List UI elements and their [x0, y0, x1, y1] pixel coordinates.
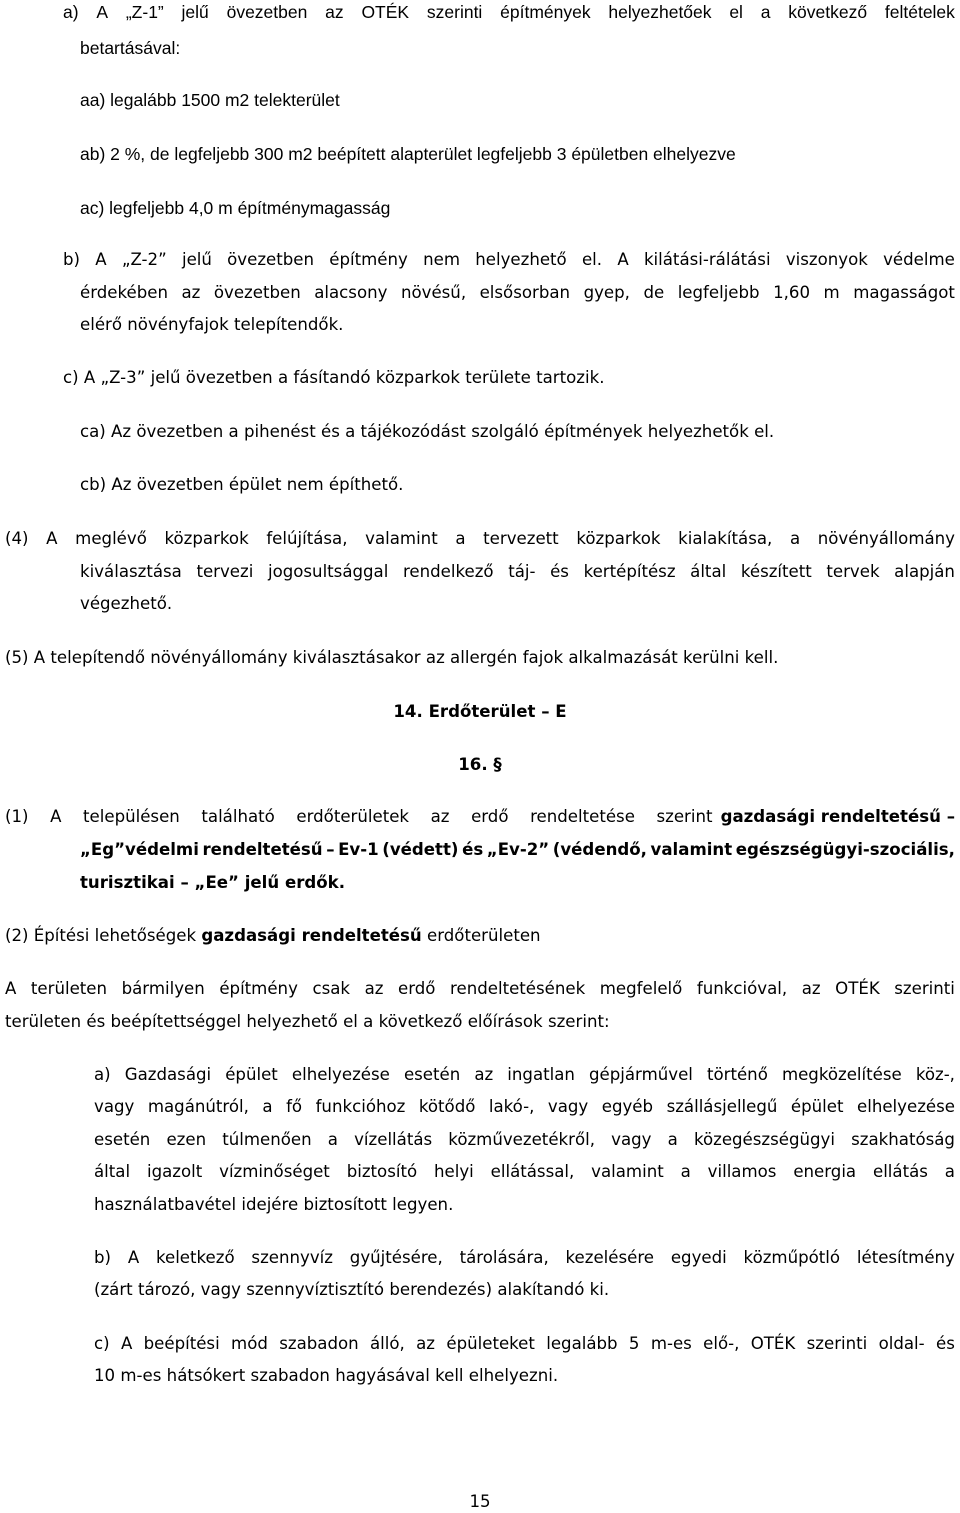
word: vagy [611, 1130, 652, 1149]
rule-a-line-4 [94, 1164, 955, 1181]
word: m [823, 283, 840, 302]
word: a) [63, 2, 79, 22]
para-b-line-2 [80, 285, 955, 302]
word: el [729, 2, 743, 22]
word: szerinti [426, 2, 483, 22]
rule-a-line-5: használatbavétel idejére biztosított legyen. [94, 1195, 454, 1214]
word: és [550, 562, 569, 581]
word: (védendő, [552, 840, 647, 859]
para-16-1-line-1 [5, 809, 955, 826]
para-4-line-2 [80, 564, 955, 581]
word: oldal- [878, 1334, 925, 1353]
word: helyi [434, 1162, 474, 1181]
word: alacsony [314, 283, 388, 302]
word: szállásjellegű [666, 1097, 778, 1116]
word: energia [793, 1162, 857, 1181]
word: övezetben [213, 283, 301, 302]
rule-c-line-2: 10 m-es hátsókert szabadon hagyásával kell elhelyezni. [94, 1366, 559, 1385]
word: szerint [656, 807, 713, 826]
word: fő [286, 1097, 303, 1116]
word: jogosultsággal [267, 562, 389, 581]
word: „Z-1” [125, 2, 164, 22]
word: „Ev-2” [486, 840, 550, 859]
word: – [326, 840, 335, 859]
word: egyéb [601, 1097, 654, 1116]
para-16-2 [5, 928, 541, 945]
word: az [364, 979, 384, 998]
word: villamos [707, 1162, 777, 1181]
word: az [181, 283, 201, 302]
word: kiválasztása [80, 562, 182, 581]
word: nem [423, 250, 460, 269]
word: táj- [508, 562, 536, 581]
word: „Eg”védelmi [80, 840, 199, 859]
word: történő [706, 1065, 768, 1084]
word: övezetben [227, 250, 315, 269]
word: valamint [650, 840, 733, 859]
word: m-es [650, 1334, 692, 1353]
word: közegészségügyi [693, 1130, 835, 1149]
word: megközelítése [781, 1065, 902, 1084]
word: „Z-2” [121, 250, 167, 269]
emphasis-economic-forest: gazdasági rendeltetésű – [720, 807, 955, 826]
word: A [5, 979, 17, 998]
word: és [462, 840, 484, 859]
para-16-2-end: erdőterületen [427, 926, 541, 945]
word: gyűjtésére, [349, 1248, 443, 1267]
word: (védett) [382, 840, 459, 859]
word: építmény [329, 250, 408, 269]
word: Ev-1 [338, 840, 379, 859]
para-a-line-2: betartásával: [80, 38, 181, 58]
word: vízellátás [354, 1130, 433, 1149]
word: építmények [500, 2, 591, 22]
word: közparkok [164, 529, 249, 548]
word: A [46, 529, 58, 548]
word: a [944, 1162, 955, 1181]
word: OTÉK [750, 1334, 796, 1353]
word: A [120, 1334, 133, 1353]
word: a [789, 529, 801, 548]
para-4-line-1 [5, 531, 955, 548]
word: OTÉK [361, 2, 410, 22]
word: településen [83, 807, 180, 826]
word: erdő [398, 979, 436, 998]
word: ingatlan [507, 1065, 575, 1084]
para-area-line-1 [5, 981, 955, 998]
word: valamint [365, 529, 438, 548]
word: köz-, [915, 1065, 955, 1084]
word: kötődő [418, 1097, 476, 1116]
word: az [474, 1065, 494, 1084]
word: beépítési [143, 1334, 220, 1353]
word: közművezetékről, [448, 1130, 595, 1149]
word: épületeket [446, 1334, 535, 1353]
word: mód [231, 1334, 268, 1353]
rule-a-line-2 [94, 1099, 955, 1116]
word: a [667, 1130, 678, 1149]
rule-a-line-1 [94, 1067, 955, 1084]
word: csak [312, 979, 351, 998]
item-ab: ab) 2 %, de legfeljebb 300 m2 beépített alapterület legfeljebb 3 épületben elhelyezve [80, 144, 736, 164]
word: ellátással, [490, 1162, 575, 1181]
word: szakhatóság [851, 1130, 955, 1149]
word: közműpótló [743, 1248, 841, 1267]
item-cb: cb) Az övezetben épület nem építhető. [80, 475, 404, 494]
word: jelű [181, 250, 212, 269]
word: érdekében [80, 283, 168, 302]
word: a [327, 1130, 338, 1149]
word: szennyvíz [251, 1248, 333, 1267]
word: A [96, 2, 109, 22]
word: gépjárművel [589, 1065, 693, 1084]
word: túlmenően [222, 1130, 312, 1149]
word: viszonyok [785, 250, 868, 269]
word: a [262, 1097, 273, 1116]
word: elhelyezése [857, 1097, 955, 1116]
page-number: 15 [469, 1492, 491, 1511]
word: a [680, 1162, 691, 1181]
word: növényállomány [817, 529, 955, 548]
word: szerinti [806, 1334, 868, 1353]
word: tárolására, [459, 1248, 549, 1267]
word: által [94, 1162, 131, 1181]
word: keletkező [155, 1248, 235, 1267]
para-16-1-line-2 [80, 842, 955, 859]
word: egészségügyi-szociális, [735, 840, 955, 859]
word: (1) [5, 807, 29, 826]
word: funkcióval, [696, 979, 788, 998]
word: magánútról, [147, 1097, 249, 1116]
word: alapján [894, 562, 955, 581]
word: legfeljebb [677, 283, 760, 302]
word: vagy [547, 1097, 589, 1116]
para-5: (5) A telepítendő növényállomány kiválasztásakor az allergén fajok alkalmazását kerülni kell. [5, 648, 779, 667]
word: c) [94, 1334, 110, 1353]
word: a [760, 2, 771, 22]
word: 1,60 [773, 283, 811, 302]
word: elhelyezése [291, 1065, 390, 1084]
word: A [617, 250, 629, 269]
word: övezetben [226, 2, 308, 22]
word: megfelelő [599, 979, 683, 998]
word: kialakítása, [678, 529, 773, 548]
word: a) [94, 1065, 111, 1084]
word: magasságot [853, 283, 955, 302]
word: tervezi [196, 562, 254, 581]
item-ac: ac) legfeljebb 4,0 m építménymagasság [80, 198, 391, 218]
word: rendeltetésű [202, 840, 323, 859]
word: feltételek [884, 2, 955, 22]
para-area-line-2: területen és beépítettséggel helyezhető el a következő előírások szerint: [5, 1012, 610, 1031]
word: tervek [826, 562, 880, 581]
word: el. [581, 250, 603, 269]
word: rendelkező [402, 562, 494, 581]
word: biztosító [346, 1162, 418, 1181]
word: készített [740, 562, 812, 581]
word: jelű [181, 2, 209, 22]
word: építmény [219, 979, 298, 998]
word: esetén [94, 1130, 151, 1149]
para-b-line-1 [63, 252, 955, 269]
word: rendeltetésének [450, 979, 586, 998]
rule-a-line-3 [94, 1132, 955, 1149]
word: az [416, 1334, 436, 1353]
word: szerinti [894, 979, 955, 998]
word: b) [94, 1248, 112, 1267]
word: lakó-, [488, 1097, 535, 1116]
para-a-line-1 [63, 4, 955, 22]
word: álló, [369, 1334, 405, 1353]
word: A [127, 1248, 140, 1267]
word: az [325, 2, 344, 22]
word: felújítása, [266, 529, 348, 548]
word: esetén [403, 1065, 461, 1084]
word: 5 [628, 1334, 640, 1353]
word: bármilyen [121, 979, 205, 998]
word: közparkok [576, 529, 661, 548]
para-4-line-3: végezhető. [80, 594, 173, 613]
para-b-line-3: elérő növényfajok telepítendők. [80, 315, 344, 334]
word: kilátási-rálátási [643, 250, 771, 269]
rule-b-line-2: (zárt tározó, vagy szennyvíztisztító berendezés) alakítandó ki. [94, 1280, 610, 1299]
word: (4) [5, 529, 29, 548]
word: következő [788, 2, 868, 22]
word: és [935, 1334, 955, 1353]
word: legalább [546, 1334, 618, 1353]
word: az [801, 979, 821, 998]
word: igazolt [146, 1162, 203, 1181]
para-16-1-line-3: turisztikai – „Ee” jelű erdők. [80, 873, 345, 892]
word: elsősorban [479, 283, 571, 302]
para-16-2-emphasis: gazdasági rendeltetésű [201, 926, 422, 945]
word: kezelésére [565, 1248, 655, 1267]
word: Gazdasági [124, 1065, 212, 1084]
word: tervezett [483, 529, 559, 548]
word: található [201, 807, 275, 826]
word: a [455, 529, 466, 548]
word: A [95, 250, 107, 269]
rule-c-line-1 [94, 1336, 955, 1353]
word: funkcióhoz [315, 1097, 406, 1116]
paragraph-number: 16. § [458, 755, 502, 774]
word: épület [225, 1065, 278, 1084]
word: gyep, [583, 283, 630, 302]
item-aa: aa) legalább 1500 m2 telekterület [80, 90, 340, 110]
word: kertépítész [583, 562, 676, 581]
word: rendeltetése [530, 807, 635, 826]
word: OTÉK [835, 979, 880, 998]
word: de [643, 283, 665, 302]
word: az [430, 807, 450, 826]
para-c: c) A „Z-3” jelű övezetben a fásítandó közparkok területe tartozik. [63, 368, 605, 387]
word: vízminőséget [219, 1162, 330, 1181]
para-16-2-start: (2) Építési lehetőségek [5, 926, 197, 945]
word: védelme [883, 250, 955, 269]
word: ezen [166, 1130, 207, 1149]
word: helyezhető [475, 250, 567, 269]
word: ellátás [872, 1162, 928, 1181]
word: területen [30, 979, 108, 998]
word: vagy [94, 1097, 135, 1116]
word: meglévő [75, 529, 147, 548]
word: helyezhetőek [608, 2, 712, 22]
item-ca: ca) Az övezetben a pihenést és a tájékozódást szolgáló építmények helyezhetők el. [80, 422, 775, 441]
word: A [50, 807, 62, 826]
word: b) [63, 250, 81, 269]
word: szabadon [279, 1334, 359, 1353]
word: elő-, [703, 1334, 740, 1353]
word: valamint [591, 1162, 664, 1181]
word: egyedi [670, 1248, 727, 1267]
rule-b-line-1 [94, 1250, 955, 1267]
word: erdő [471, 807, 509, 826]
word: erdőterületek [296, 807, 410, 826]
word: létesítmény [856, 1248, 955, 1267]
word: által [690, 562, 727, 581]
word: épület [790, 1097, 844, 1116]
section-heading: 14. Erdőterület – E [393, 702, 567, 721]
word: növésű, [400, 283, 467, 302]
